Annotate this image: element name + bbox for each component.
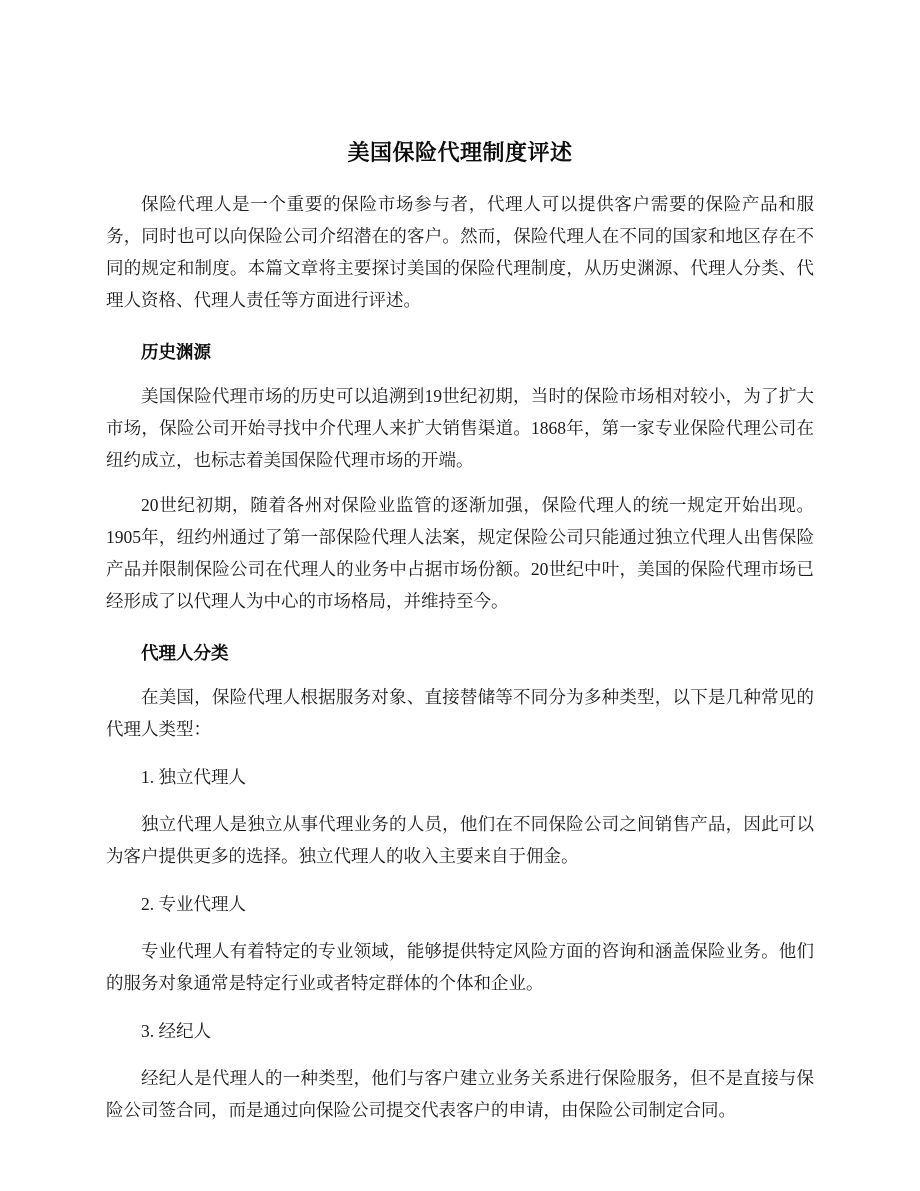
paragraph: 美国保险代理市场的历史可以追溯到19世纪初期，当时的保险市场相对较小，为了扩大市场，保险公司开始寻找中介代理人来扩大销售渠道。1868年，第一家专业保险代理公司在纽约成立，也标志着美国保险代理市场的开端。 xyxy=(106,386,814,470)
paragraph: 20世纪初期，随着各州对保险业监管的逐渐加强，保险代理人的统一规定开始出现。1905年，纽约州通过了第一部保险代理人法案，规定保险公司只能通过独立代理人出售保险产品并限制保险公司在代理人的业务中占据市场份额。20世纪中叶，美国的保险代理市场已经形成了以代理人为中心的市场格局，并维持至今。 xyxy=(106,495,814,611)
list-item: 3. 经纪人 xyxy=(141,1021,211,1041)
section-heading: 历史渊源 xyxy=(141,342,211,362)
paragraph: 专业代理人有着特定的专业领域，能够提供特定风险方面的咨询和涵盖保险业务。他们的服务对象通常是特定行业或者特定群体的个体和企业。 xyxy=(106,941,814,993)
list-item: 1. 独立代理人 xyxy=(141,767,246,787)
paragraph: 独立代理人是独立从事代理业务的人员，他们在不同保险公司之间销售产品，因此可以为客户提供更多的选择。独立代理人的收入主要来自于佣金。 xyxy=(106,814,814,866)
paragraph: 在美国，保险代理人根据服务对象、直接替储等不同分为多种类型，以下是几种常见的代理人类型： xyxy=(106,687,814,739)
section-heading: 代理人分类 xyxy=(141,643,229,663)
document-content xyxy=(106,0,814,1126)
document-body xyxy=(106,188,814,1126)
list-item: 2. 专业代理人 xyxy=(141,894,246,914)
paragraph: 保险代理人是一个重要的保险市场参与者，代理人可以提供客户需要的保险产品和服务，同时也可以向保险公司介绍潜在的客户。然而，保险代理人在不同的国家和地区存在不同的规定和制度。本篇文章将主要探讨美国的保险代理制度，从历史渊源、代理人分类、代理人资格、代理人责任等方面进行评述。 xyxy=(106,194,814,310)
paragraph: 经纪人是代理人的一种类型，他们与客户建立业务关系进行保险服务，但不是直接与保险公司签合同，而是通过向保险公司提交代表客户的申请，由保险公司制定合同。 xyxy=(106,1068,814,1120)
page-title: 美国保险代理制度评述 xyxy=(347,140,573,165)
